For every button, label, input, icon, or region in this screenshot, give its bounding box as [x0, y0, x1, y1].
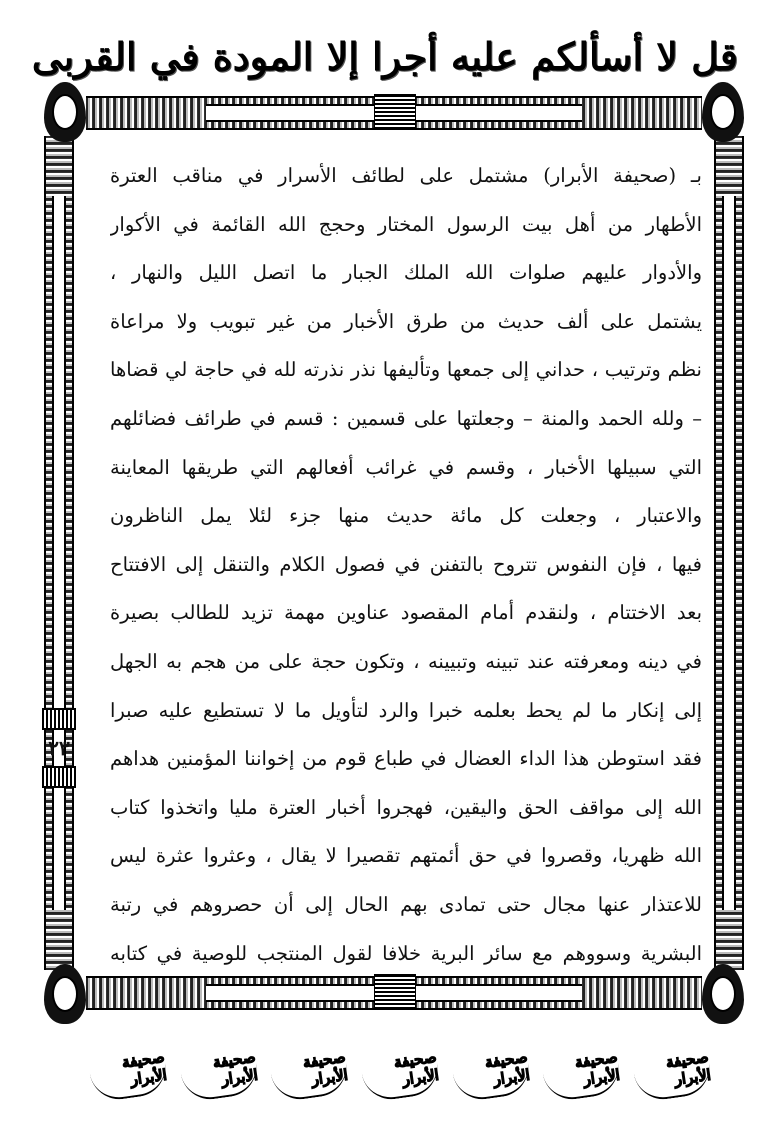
text-line: بـ (صحيفة الأبرار) مشتمل على لطائف الأسرار في مناقب العترة — [110, 164, 702, 187]
text-line: الله ظهريا، وقصروا في حق أئمتهم تقصيرا لا يقال ، وعثروا عثرة ليس — [110, 844, 702, 868]
frame-right-border — [714, 136, 744, 970]
text-line: إلى إنكار ما لم يحط بعلمه خبرا والرد لتأويل ما لا تستطيع عليه صبرا — [110, 698, 702, 722]
page-number-ornament — [38, 708, 80, 818]
text-line: الأطهار من أهل بيت الرسول المختار وحجج الله القائمة في الأكوار — [110, 212, 702, 236]
text-line: فقد استوطن هذا الداء العضال في طباع قوم من إخواننا المؤمنين هداهم — [110, 747, 702, 771]
page-number-ornament-bottom — [42, 766, 76, 788]
frame-bottom-border — [86, 976, 702, 1010]
footer-motif: صحيفة الأبرار — [631, 1041, 713, 1103]
footer-motif: صحيفة الأبرار — [359, 1041, 441, 1103]
footer-motif: صحيفة الأبرار — [268, 1041, 350, 1103]
footer-motif: صحيفة الأبرار — [540, 1041, 622, 1103]
text-line: يشتمل على ألف حديث من طرق الأخبار من غير تبويب ولا مراعاة — [110, 309, 702, 333]
corner-ornament-top-left — [38, 82, 92, 142]
text-line: التي سبيلها الأخبار ، وقسم في غرائب أفعالهم التي طريقها المعاينة — [110, 455, 702, 479]
text-line: للاعتذار عنها مجال حتى تمادى بهم الحال إلى أن حصروهم في رتبة — [110, 892, 702, 916]
page-number: ٢٣ — [48, 736, 70, 760]
text-line: بعد الاختتام ، ولنقدم أمام المقصود عناوين مهمة تزيد للطالب بصيرة — [110, 601, 702, 625]
footer-motif: صحيفة الأبرار — [87, 1041, 169, 1103]
text-line: البشرية وسووهم مع سائر البرية خلافا لقول المنتجب للوصية في كتابه — [110, 941, 702, 965]
text-line: والأدوار عليهم صلوات الله الملك الجبار ما اتصل الليل والنهار ، — [110, 261, 702, 285]
frame-bottom-ornament — [374, 974, 416, 1010]
text-line: فيها ، فإن النفوس تتروح بالتفنن في فصول الكلام والتنقل إلى الافتتاح — [110, 552, 702, 576]
frame-right-inner — [722, 196, 736, 910]
header-calligraphy: قل لا أسألكم عليه أجرا إلا المودة في القربى — [31, 33, 739, 79]
text-line: نظم وترتيب ، حداني إلى جمعها وتأليفها نذر نذرته لله في حاجة لي قضاها — [110, 358, 702, 382]
frame-left-border — [44, 136, 74, 970]
text-line: والاعتبار ، وجعلت كل مائة حديث منها جزء لئلا يمل الناظرون — [110, 504, 702, 528]
text-line: – ولله الحمد والمنة – وجعلتها على قسمين : قسم في طرائف فضائلهم — [110, 406, 702, 430]
footer-calligraphy-strip — [90, 1044, 710, 1100]
corner-ornament-top-right — [696, 82, 750, 142]
corner-ornament-bottom-left — [38, 964, 92, 1024]
page-number-ornament-top — [42, 708, 76, 730]
footer-motif: صحيفة الأبرار — [177, 1041, 259, 1103]
frame-top-border — [86, 96, 702, 130]
text-line: الله إلى مواقف الحق واليقين، فهجروا أخبار العترة مليا واتخذوا كتاب — [110, 795, 702, 819]
frame-top-ornament — [374, 94, 416, 130]
footer-motif: صحيفة الأبرار — [449, 1041, 531, 1103]
text-line: في دينه ومعرفته عند تبينه وتبيينه ، وتكون حجة على من هجم به الجهل — [110, 649, 702, 673]
body-text — [110, 152, 702, 978]
corner-ornament-bottom-right — [696, 964, 750, 1024]
